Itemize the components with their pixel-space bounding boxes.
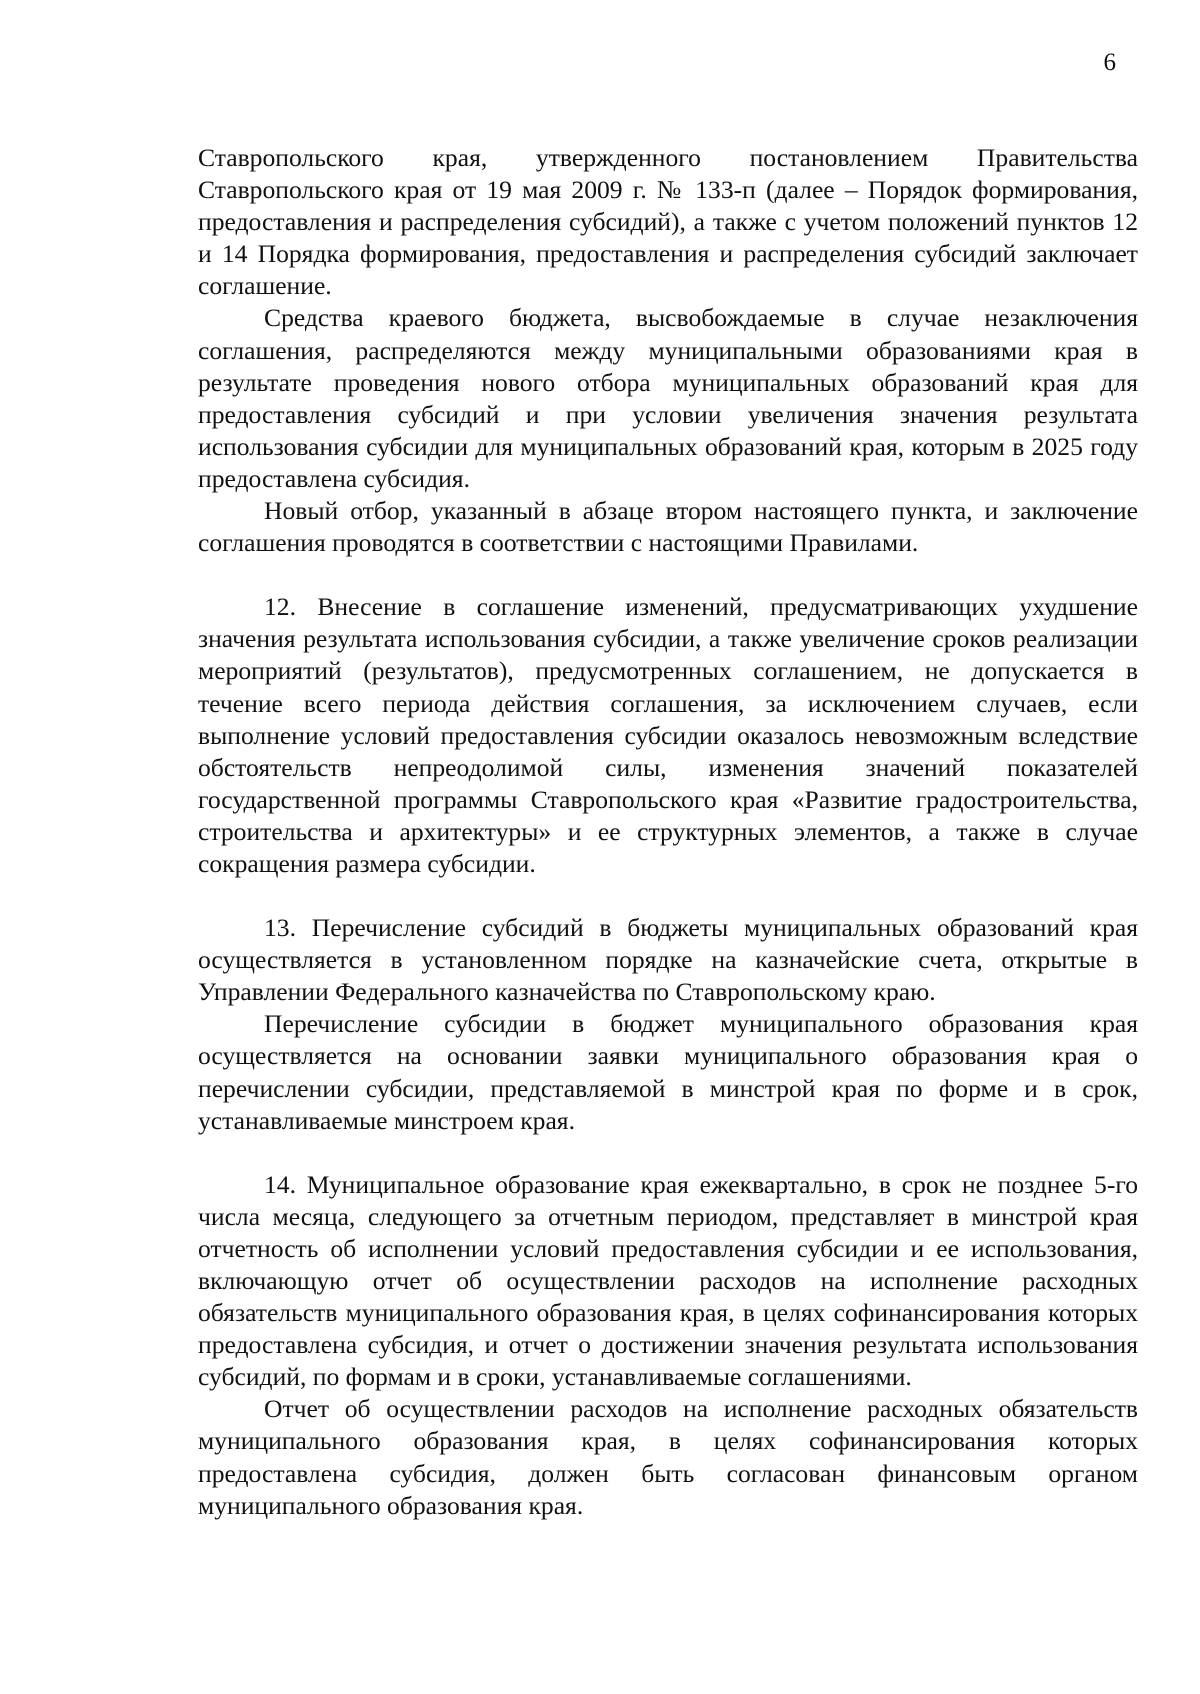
- page-number: 6: [1103, 49, 1116, 76]
- paragraph-funds-redistribution: Средства краевого бюджета, высвобождаемые в случае незаключения соглашения, распределяются между муниципальными образованиями края в результате проведения нового отбора муниципальных образований края для предоставления субсидий и при условии увеличения значения результата использования субсидии для муниципальных образований края, которым в 2025 году предоставлена субсидия.: [198, 303, 1138, 493]
- paragraph-new-selection: Новый отбор, указанный в абзаце втором настоящего пункта, и заключение соглашения проводятся в соответствии с настоящими Правилами.: [198, 496, 1138, 558]
- paragraph-continuation: Ставропольского края, утвержденного постановлением Правительства Ставропольского края от 19 мая 2009 г. № 133-п (далее – Порядок формирования, предоставления и распределения субсидий), а также с учетом положений пунктов 12 и 14 Порядка формирования, предоставления и распределения субсидий заключает соглашение.: [198, 143, 1138, 301]
- paragraph-clause-12: 12. Внесение в соглашение изменений, предусматривающих ухудшение значения результата использования субсидии, а также увеличение сроков реализации мероприятий (результатов), предусмотренных соглашением, не допускается в течение всего периода действия соглашения, за исключением случаев, если выполнение условий предоставления субсидии оказалось невозможным вследствие обстоятельств непреодолимой силы, изменения значений показателей государственной программы Ставропольского края «Развитие градостроительства, строительства и архитектуры» и ее структурных элементов, а также в случае сокращения размера субсидии.: [198, 592, 1138, 878]
- paragraph-clause-14: 14. Муниципальное образование края ежеквартально, в срок не позднее 5-го числа месяца, следующего за отчетным периодом, представляет в минстрой края отчетность об исполнении условий предоставления субсидии и ее использования, включающую отчет об осуществлении расходов на исполнение расходных обязательств муниципального образования края, в целях софинансирования которых предоставлена субсидия, и отчет о достижении значения результата использования субсидий, по формам и в сроки, устанавливаемые соглашениями.: [198, 1169, 1138, 1392]
- paragraph-transfer-request: Перечисление субсидии в бюджет муниципального образования края осуществляется на основании заявки муниципального образования края о перечислении субсидии, представляемой в минстрой края по форме и в срок, устанавливаемые минстроем края.: [198, 1009, 1138, 1135]
- paragraph-clause-13: 13. Перечисление субсидий в бюджеты муниципальных образований края осуществляется в установленном порядке на казначейские счета, открытые в Управлении Федерального казначейства по Ставропольскому краю.: [198, 913, 1138, 1007]
- document-body: [198, 142, 1138, 1522]
- paragraph-report-approval: Отчет об осуществлении расходов на исполнение расходных обязательств муниципального образования края, в целях софинансирования которых предоставлена субсидия, должен быть согласован финансовым органом муниципального образования края.: [198, 1394, 1138, 1520]
